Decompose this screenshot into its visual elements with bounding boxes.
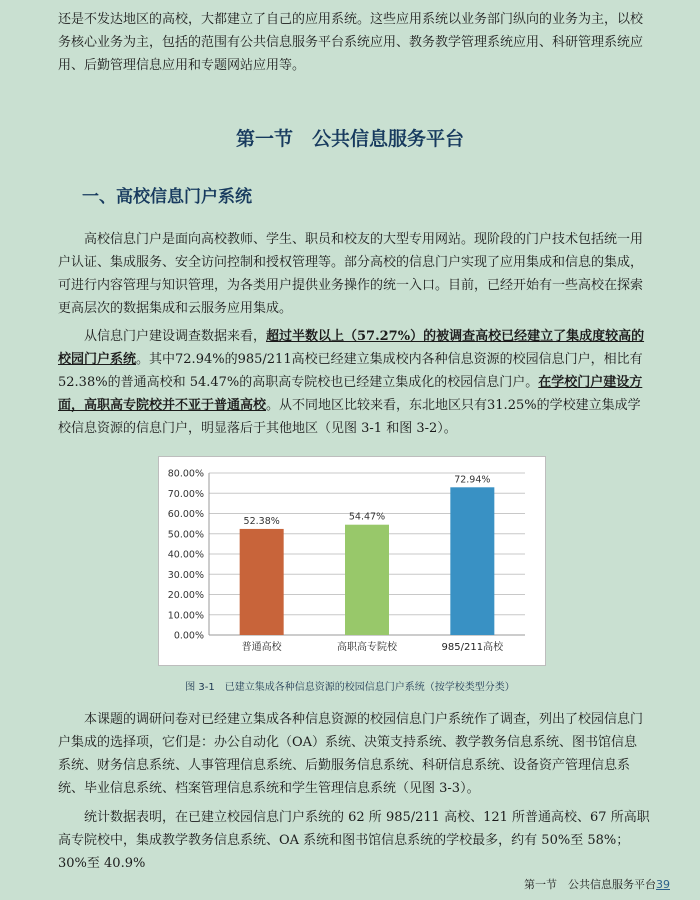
page-number: 39 bbox=[656, 878, 670, 891]
page-footer bbox=[524, 876, 670, 892]
data-label: 52.38% bbox=[243, 515, 280, 527]
x-tick-label: 985/211高校 bbox=[441, 642, 504, 653]
bar bbox=[345, 525, 389, 635]
paragraph-survey-results bbox=[58, 325, 650, 440]
paragraph-statistics: 统计数据表明，在已建立校园信息门户系统的 62 所 985/211 高校、121 所普通高校、67 所高职高专院校中，集成教学教务信息系统、OA 系统和图书馆信息系统的学校最多，约有 50%至 58%；30%至 40.9% bbox=[58, 810, 650, 871]
emphasis-run: 超过半数以上（57.27%）的被调查高校已经建立了集成度较高的校园门户系统 bbox=[58, 329, 645, 367]
y-tick-label: 40.00% bbox=[167, 549, 204, 561]
data-label: 72.94% bbox=[454, 474, 491, 486]
bar bbox=[450, 487, 494, 635]
y-tick-label: 80.00% bbox=[167, 468, 204, 480]
paragraph-system-options: 本课题的调研问卷对已经建立集成各种信息资源的校园信息门户系统作了调查，列出了校园信息门户集成的选择项，它们是：办公自动化（OA）系统、决策支持系统、教学教务信息系统、图书馆信息系统、财务信息系统、人事管理信息系统、后勤服务信息系统、科研信息系统、设备资产管理信息系统、毕业信息系统、档案管理信息系统和学生管理信息系统（见图 3-3）。 bbox=[58, 712, 644, 796]
y-tick-label: 0.00% bbox=[173, 630, 204, 642]
y-tick-label: 20.00% bbox=[167, 590, 204, 601]
x-tick-label: 高职高专院校 bbox=[337, 642, 397, 653]
data-label: 54.47% bbox=[348, 511, 386, 523]
x-tick-label: 普通高校 bbox=[241, 642, 282, 653]
text-run: 从信息门户建设调查数据来看， bbox=[84, 329, 267, 344]
figure-caption: 图 3-1 已建立集成各种信息资源的校园信息门户系统（按学校类型分类） bbox=[185, 682, 515, 693]
chart-canvas bbox=[159, 457, 545, 665]
y-tick-label: 70.00% bbox=[167, 488, 204, 500]
bar-chart bbox=[158, 456, 546, 666]
y-tick-label: 10.00% bbox=[167, 610, 204, 622]
footer-section-label: 第一节 公共信息服务平台 bbox=[524, 878, 656, 891]
text-run: 。从不同地区比较来看，东北地区只有31.25%的学校建立集成学校信息资源的信息门户，明显落后于其他地区（见图 3-1 和图 3-2）。 bbox=[58, 398, 641, 436]
paragraph-portal-intro: 高校信息门户是面向高校教师、学生、职员和校友的大型专用网站。现阶段的门户技术包括统一用户认证、集成服务、安全访问控制和授权管理等。部分高校的信息门户实现了应用集成和信息的集成，可进行内容管理与知识管理，为各类用户提供业务操作的统一入口。目前，已经开始有一些高校在探索更高层次的数据集成和云服务应用集成。 bbox=[58, 232, 644, 316]
y-tick-label: 50.00% bbox=[167, 529, 204, 541]
bar bbox=[240, 529, 284, 635]
section-title: 第一节 公共信息服务平台 bbox=[235, 128, 464, 150]
intro-paragraph: 还是不发达地区的高校，大都建立了自己的应用系统。这些应用系统以业务部门纵向的业务为主，以校务核心业务为主，包括的范围有公共信息服务平台系统应用、教务教学管理系统应用、科研管理系统应用、后勤管理信息应用和专题网站应用等。 bbox=[58, 12, 644, 73]
y-tick-label: 30.00% bbox=[167, 569, 204, 581]
text-run: 。其中72.94%的985/211高校已经建立集成校内各种信息资源的校园信息门户，相比有52.38%的普通高校和 54.47%的高职高专院校也已经建立集成化的校园信息门户。 bbox=[58, 352, 643, 390]
emphasis-run: 在学校门户建设方面，高职高专院校并不亚于普通高校 bbox=[58, 375, 643, 413]
y-tick-label: 60.00% bbox=[167, 509, 204, 520]
subsection-title: 一、高校信息门户系统 bbox=[82, 187, 252, 207]
